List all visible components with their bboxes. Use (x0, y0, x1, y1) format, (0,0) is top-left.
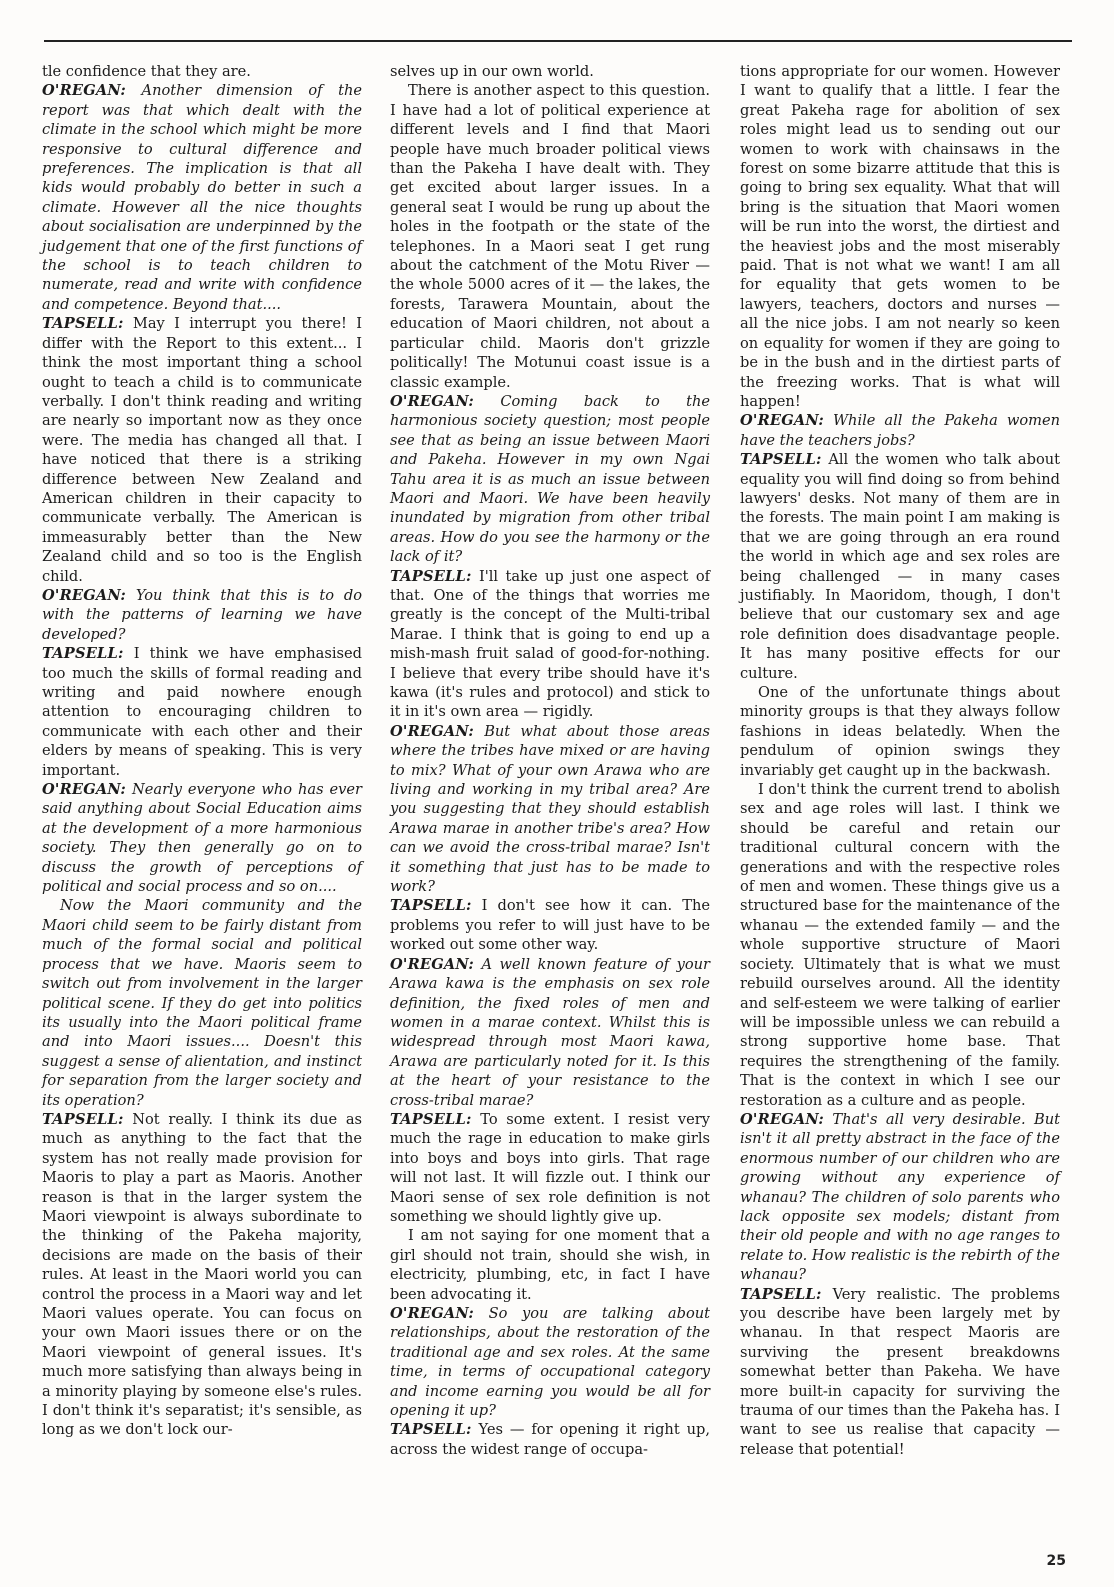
paragraph: TAPSELL: All the women who talk about equality you will find doing so from behind lawyers' desks. Not many of them are in the forests. The main point I am making is that we are going through an era round the world in which age and sex roles are being challenged — in many cases justifiably. In Maoridom, though, I don't believe that our customary sex and age role definition does disadvantage people. It has many positive effects for our culture. (740, 451, 1061, 682)
speaker-label: TAPSELL: (390, 897, 472, 915)
paragraph: O'REGAN: Another dimension of the report was that which dealt with the climate in the school which might be more responsive to cultural difference and preferences. The implication is that all kids would probably do better in such a climate. However all the nice thoughts about socialisation are underpinned by the judgement that one of the first functions of the school is to teach children to numerate, read and write with confidence and competence. Beyond that.... (42, 82, 362, 313)
paragraph: I am not saying for one moment that a girl should not train, should she wish, in electricity, plumbing, etc, in fact I have been advocating it. (390, 1227, 710, 1303)
paragraph: O'REGAN: While all the Pakeha women have the teachers jobs? (740, 412, 1060, 449)
speaker-label: TAPSELL: (390, 1110, 472, 1128)
paragraph: There is another aspect to this question. I have had a lot of political experience at different levels and I find that Maori people have much broader political views than the Pakeha I have dealt with. They get excited about larger issues. In a general seat I would be rung up about the holes in the footpath or the state of the telephones. In a Maori seat I get rung about the catchment of the Motu River — the whole 5000 acres of it — the lakes, the forests, Tarawera Mountain, about the education of Maori children, not about a particular child. Maoris don't grizzle politically! The Motunui coast issue is a classic example. (390, 82, 710, 391)
speaker-label: TAPSELL: (42, 315, 124, 333)
speaker-label: O'REGAN: (42, 82, 127, 100)
paragraph: One of the unfortunate things about minority groups is that they always follow fashions in ideas belatedly. When the pendulum of opinion swings they invariably get caught up in the backwash. (740, 684, 1060, 779)
speaker-label: O'REGAN: (42, 781, 127, 799)
paragraph: TAPSELL: Not really. I think its due as much as anything to the fact that the system has not really made provision for Maoris to play a part as Maoris. Another reason is that in the larger system the Maori viewpoint is always subordinate to the thinking of the Pakeha majority, decisions are made on the basis of their rules. At least in the Maori world you can control the process in a Maori way and let Maori values operate. You can focus on your own Maori issues there or on the Maori viewpoint of general issues. It's much more satisfying than always being in a minority playing by someone else's rules. I don't think it's separatist; it's sensible, as long as we don't lock our- (42, 1110, 363, 1439)
speaker-label: O'REGAN: (740, 1110, 825, 1128)
speaker-label: TAPSELL: (740, 1285, 822, 1303)
speaker-label: O'REGAN: (390, 722, 475, 740)
paragraph: selves up in our own world. (390, 63, 594, 80)
speaker-label: O'REGAN: (390, 1305, 475, 1322)
speaker-label: TAPSELL: (390, 567, 472, 585)
speaker-label: O'REGAN: (390, 392, 475, 410)
speaker-label: O'REGAN: (390, 955, 475, 973)
column-3 (740, 62, 1060, 1459)
paragraph: TAPSELL: May I interrupt you there! I differ with the Report to this extent... I think the most important thing a school ought to teach a child is to communicate verbally. I don't think reading and writing are nearly so important now as they once were. The media has changed all that. I have noticed that there is a striking difference between New Zealand and American children in their capacity to communicate verbally. The American is immeasurably better than the New Zealand child and so too is the English child. (42, 315, 363, 585)
speaker-label: TAPSELL: (390, 1421, 472, 1439)
paragraph: TAPSELL: I think we have emphasised too much the skills of formal reading and writing and paid nowhere enough attention to encouraging children to communicate with each other and their elders by means of speaking. This is very important. (42, 645, 363, 779)
page-number: 25 (1046, 1553, 1066, 1569)
paragraph: O'REGAN: Coming back to the harmonious society question; most people see that as being an issue between Maori and Pakeha. However in my own Ngai Tahu area it is as much an issue between Maori and Maori. We have been heavily inundated by migration from other tribal areas. How do you see the harmony or the lack of it? (390, 392, 710, 566)
paragraph: O'REGAN: But what about those areas where the tribes have mixed or are having to mix? What of your own Arawa who are living and working in my tribal area? Are you suggesting that they should establish Arawa marae in another tribe's area? How can we avoid the cross-tribal marae? Isn't it something that just has to be made to work? (390, 722, 710, 896)
speaker-label: O'REGAN: (42, 586, 127, 604)
paragraph: TAPSELL: To some extent. I resist very much the rage in education to make girls into boys and boys into girls. That rage will not last. It will fizzle out. I think our Maori sense of sex role definition is not something we should lightly give up. (390, 1110, 711, 1225)
column-1 (42, 62, 362, 1440)
paragraph: Now the Maori community and the Maori child seem to be fairly distant from much of the formal social and political process that we have. Maoris seem to switch out from involvement in the larger political scene. If they do get into politics its usually into the Maori political frame and into Maori issues.... Doesn't this suggest a sense of alientation, and instinct for separation from the larger society and its operation? (42, 897, 362, 1109)
speaker-label: TAPSELL: (42, 645, 124, 663)
paragraph: O'REGAN: You think that this is to do with the patterns of learning we have developed? (42, 586, 363, 643)
paragraph: TAPSELL: I don't see how it can. The problems you refer to will just have to be worked out some other way. (390, 897, 710, 954)
speaker-label: TAPSELL: (42, 1110, 124, 1128)
speaker-label: O'REGAN: (740, 412, 825, 430)
paragraph: TAPSELL: I'll take up just one aspect of that. One of the things that worries me greatly is the concept of the Multi-tribal Marae. I think that is going to end up a mish-mash fruit salad of good-for-nothing. I believe that every tribe should have it's kawa (it's rules and protocol) and stick to it in it's own area — rigidly. (390, 567, 711, 721)
speaker-label: TAPSELL: (740, 451, 822, 469)
top-rule (44, 40, 1072, 42)
paragraph: TAPSELL: Yes — for opening it right up, across the widest range of occupa- (390, 1421, 710, 1458)
paragraph: TAPSELL: Very realistic. The problems you describe have been largely met by whanau. In that respect Maoris are surviving the present breakdowns somewhat better than Pakeha. We have more built-in capacity for surviving the trauma of our times than the Pakeha has. I want to see us realise that capacity — release that potential! (740, 1285, 1061, 1458)
paragraph: O'REGAN: So you are talking about relationships, about the restoration of the traditional age and sex roles. At the same time, in terms of occupational category and income earning you would be all for opening it up? (390, 1305, 710, 1420)
paragraph: O'REGAN: Nearly everyone who has ever said anything about Social Education aims at the development of a more harmonious society. They then generally go on to discuss the growth of perceptions of political and social process and so on.... (42, 781, 363, 896)
paragraph: tle confidence that they are. (42, 63, 251, 80)
paragraph: O'REGAN: That's all very desirable. But isn't it all pretty abstract in the face of the enormous number of our children who are growing without any experience of whanau? The children of solo parents who lack opposite sex models; distant from their old people and with no age ranges to relate to. How realistic is the rebirth of the whanau? (740, 1110, 1060, 1284)
column-2 (390, 62, 710, 1459)
paragraph: I don't think the current trend to abolish sex and age roles will last. I think we should be careful and retain our traditional cultural concern with the generations and with the respective roles of men and women. These things give us a structured base for the maintenance of the whanau — the extended family — and the whole supportive structure of Maori society. Ultimately that is what we must rebuild ourselves around. All the identity and self-esteem we were talking of earlier will be impossible unless we can rebuild a strong supportive home base. That requires the strengthening of the family. That is the context in which I see our restoration as a culture and as people. (740, 781, 1060, 1109)
paragraph: tions appropriate for our women. However I want to qualify that a little. I fear the great Pakeha rage for abolition of sex roles might lead us to sending out our women to work with chainsaws in the forest on some bizarre attitude that this is going to bring sex equality. What that will bring is the situation that Maori women will be run into the worst, the dirtiest and the heaviest jobs and the most miserably paid. That is not what we want! I am all for equality that gets women to be lawyers, teachers, doctors and nurses — all the nice jobs. I am not nearly so keen on equality for women if they are going to be in the bush and in the dirtiest parts of the freezing works. That is what will happen! (740, 63, 1060, 410)
paragraph: O'REGAN: A well known feature of your Arawa kawa is the emphasis on sex role definition, the fixed roles of men and women in a marae context. Whilst this is widespread through most Maori kawa, Arawa are particularly noted for it. Is this at the heart of your resistance to the cross-tribal marae? (390, 955, 711, 1109)
